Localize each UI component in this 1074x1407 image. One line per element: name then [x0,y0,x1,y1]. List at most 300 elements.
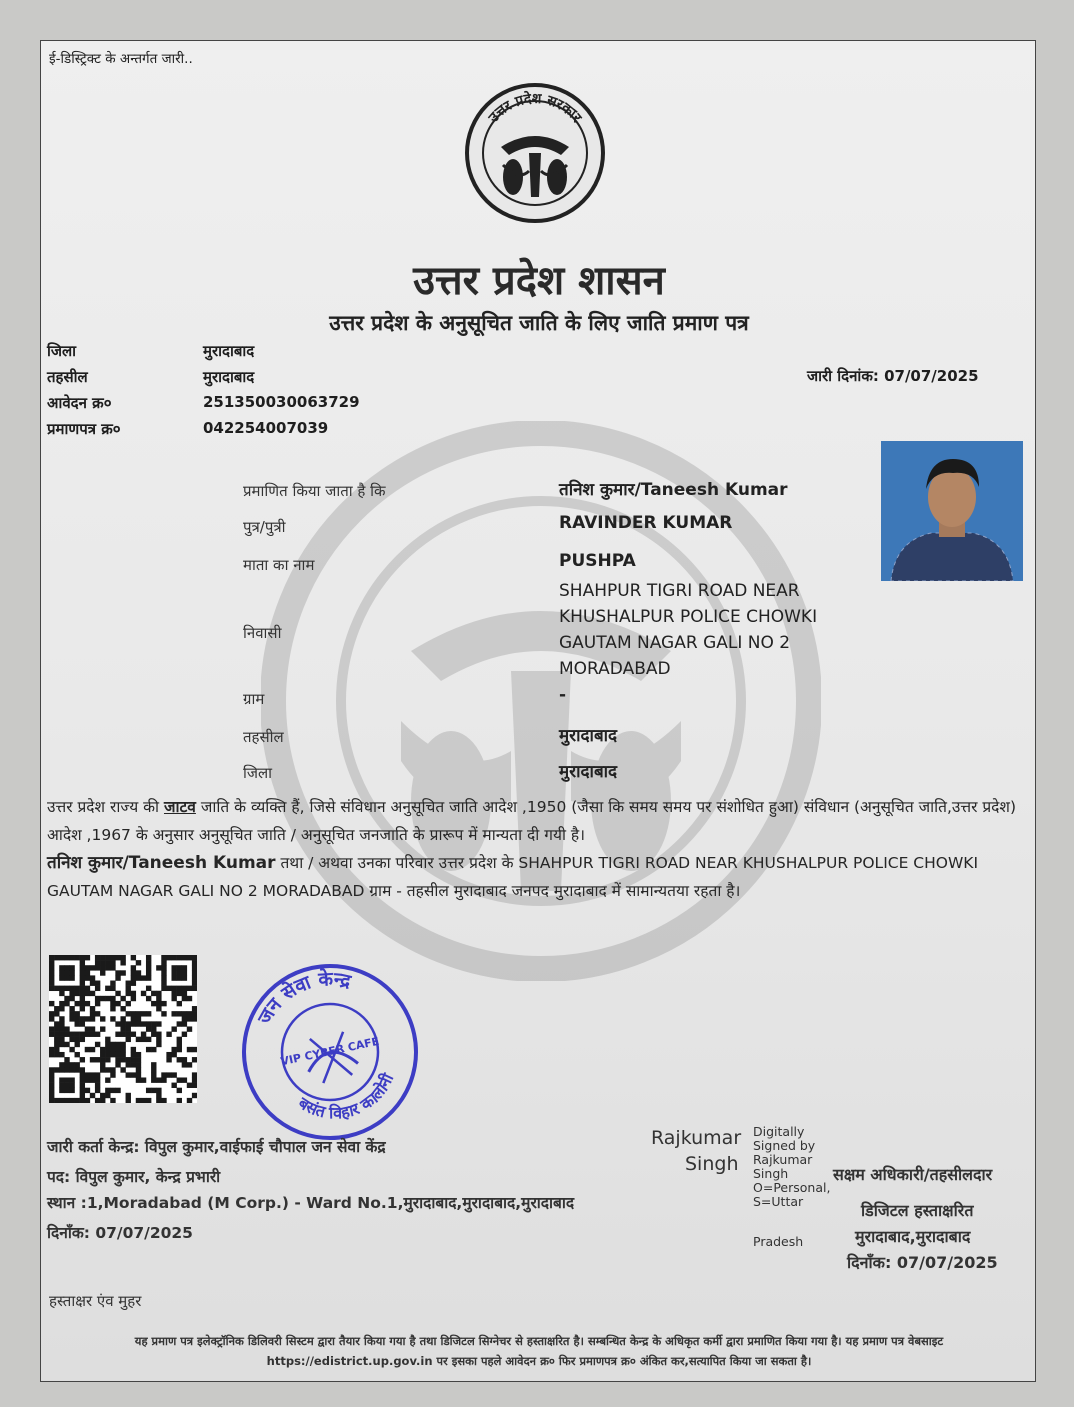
qr-module [80,970,85,975]
qr-module [49,1093,54,1098]
qr-module [59,955,64,960]
qr-module [177,955,182,960]
qr-module [151,1001,156,1006]
qr-module [64,1067,69,1072]
qr-module [80,1016,85,1021]
qr-module [151,991,156,996]
qr-module [110,996,115,1001]
qr-module [156,1037,161,1042]
qr-module [171,1052,176,1057]
qr-module [187,1011,192,1016]
qr-module [151,1026,156,1031]
qr-module [59,970,64,975]
qr-module [192,955,197,960]
qr-module [161,970,166,975]
qr-module [141,1011,146,1016]
statement-text: जाति के व्यक्ति हैं, जिसे संविधान अनुसूचित जाति आदेश ,1950 (जैसा कि समय समय पर संशोधित हुआ) संविधान (अनुसूचित जाति,उत्तर प्रदेश) आदेश ,1967 के अनुसार अनुसूचित जाति / अनुसूचित जनजाति के प्रारूप में मान्यता दी गयी है। [47,798,1017,844]
qr-module [192,1072,197,1077]
qr-module [171,965,176,970]
qr-module [141,1077,146,1082]
qr-module [192,1011,197,1016]
qr-module [156,1006,161,1011]
qr-module [105,1037,110,1042]
qr-module [85,1026,90,1031]
qr-module [192,986,197,991]
district-detail-value: मुरादाबाद [559,762,618,782]
qr-module [146,996,151,1001]
qr-module [141,1098,146,1103]
qr-module [192,960,197,965]
qr-module [49,1067,54,1072]
qr-module [85,965,90,970]
qr-module [64,970,69,975]
tehsil-detail-value: मुरादाबाद [559,726,618,746]
qr-module [105,960,110,965]
qr-module [64,986,69,991]
qr-module [126,981,131,986]
district-label: जिला [47,342,77,360]
verification-footer-note: यह प्रमाण पत्र इलेक्ट्रॉनिक डिलिवरी सिस्टम द्वारा तैयार किया गया है तथा डिजिटल सिग्नेचर से हस्ताक्षरित है। सम्बन्धित केन्द्र के अधिकृत कर्मी द्वारा प्रमाणित किया गया है। यह प्रमाण पत्र वेबसाइट https://edistrict.up.gov.in पर इसका पहले आवेदन क्र० फिर प्रमाणपत्र क्र० अंकित कर,सत्यापित किया जा सकता है। [134,1334,944,1368]
qr-module [85,975,90,980]
qr-module [156,1098,161,1103]
qr-module [156,1042,161,1047]
qr-module [192,965,197,970]
qr-module [110,1067,115,1072]
qr-module [95,1083,100,1088]
qr-module [110,1088,115,1093]
application-label: आवेदन क्र० [47,394,112,412]
qr-module [156,965,161,970]
qr-module [171,1047,176,1052]
issuer-post: पद: विपुल कुमार, केन्द्र प्रभारी [47,1168,221,1186]
digital-signature-line: Signed by [753,1138,816,1153]
qr-module [100,955,105,960]
certificate-page [40,40,1036,1382]
qr-module [131,1057,136,1062]
qr-module [54,1026,59,1031]
qr-module [75,1098,80,1103]
qr-module [54,1098,59,1103]
qr-module [151,1077,156,1082]
qr-module [161,1098,166,1103]
qr-module [177,986,182,991]
qr-module [187,955,192,960]
page-title: उत्तर प्रदेश शासन [413,257,665,304]
qr-module [100,1093,105,1098]
qr-module [120,996,125,1001]
village-label: ग्राम [243,690,265,708]
qr-module [100,996,105,1001]
qr-module [49,1011,54,1016]
qr-module [105,1047,110,1052]
qr-module [182,965,187,970]
qr-module [171,1083,176,1088]
qr-module [54,1047,59,1052]
qr-module [161,955,166,960]
qr-module [90,991,95,996]
qr-module [54,1006,59,1011]
qr-module [80,955,85,960]
statement-residence: तथा / अथवा उनका परिवार उत्तर प्रदेश के SHAHPUR TIGRI ROAD NEAR KHUSHALPUR POLICE CHOWKI GAUTAM NAGAR GALI NO 2 MORADABAD ग्राम - तहसील मुरादाबाद जनपद मुरादाबाद में सामान्यतया रहता है। [47,854,979,900]
qr-module [187,1047,192,1052]
qr-module [177,1021,182,1026]
qr-module [75,1016,80,1021]
qr-module [131,1021,136,1026]
qr-module [80,981,85,986]
qr-module [136,1016,141,1021]
qr-module [75,991,80,996]
qr-module [151,1047,156,1052]
qr-module [75,1062,80,1067]
qr-module [59,965,64,970]
qr-module [95,1088,100,1093]
qr-module [115,1057,120,1062]
qr-module [136,960,141,965]
qr-module [64,1088,69,1093]
qr-module [131,996,136,1001]
qr-module [187,1062,192,1067]
qr-module [105,1052,110,1057]
qr-module [126,1093,131,1098]
qr-module [146,970,151,975]
qr-module [166,986,171,991]
qr-module [64,1077,69,1082]
officer-place: मुरादाबाद,मुरादाबाद [855,1227,971,1246]
svg-text:बसंत विहार कालोनी [290,1067,404,1132]
issue-date-label: जारी दिनांक: [807,367,879,385]
qr-module [100,960,105,965]
qr-module [59,1098,64,1103]
stamp-inner-text: VIP CYBER CAFE [279,1034,381,1069]
digital-signature-line: Rajkumar [753,1152,813,1167]
qr-module [115,1052,120,1057]
qr-module [115,991,120,996]
qr-module [126,986,131,991]
address-line: GAUTAM NAGAR GALI NO 2 [559,633,791,653]
qr-module [120,1016,125,1021]
qr-module [131,1016,136,1021]
qr-module [54,1037,59,1042]
qr-module [64,1042,69,1047]
qr-module [146,1026,151,1031]
qr-module [59,1067,64,1072]
qr-module [54,1067,59,1072]
qr-module [69,991,74,996]
qr-module [59,1052,64,1057]
qr-module [182,970,187,975]
issue-date-value: 07/07/2025 [884,367,979,385]
qr-module [192,975,197,980]
qr-module [59,1021,64,1026]
qr-module [64,1098,69,1103]
certified-name: तनिश कुमार/Taneesh Kumar [559,480,788,500]
application-number: 251350030063729 [203,393,360,411]
qr-module [141,991,146,996]
qr-module [59,1006,64,1011]
resident-address [559,578,879,682]
mother-label: माता का नाम [243,556,315,574]
qr-code-icon [49,955,197,1103]
qr-module [69,1077,74,1082]
digital-signature-line: O=Personal, [753,1180,831,1195]
qr-module [161,986,166,991]
qr-module [80,1088,85,1093]
qr-module [59,1088,64,1093]
tehsil-detail-label: तहसील [243,728,284,746]
qr-module [110,1016,115,1021]
village-value: - [559,685,567,705]
qr-module [120,970,125,975]
father-name: RAVINDER KUMAR [559,513,733,533]
qr-module [90,1072,95,1077]
qr-module [85,1001,90,1006]
qr-module [136,1052,141,1057]
qr-module [59,1083,64,1088]
qr-module [80,975,85,980]
stamp-bottom-text: बसंत विहार कालोनी [294,1070,398,1123]
qr-module [192,1057,197,1062]
qr-module [126,1098,131,1103]
qr-module [177,1098,182,1103]
qr-module [136,1037,141,1042]
qr-module [120,1057,125,1062]
qr-module [90,1016,95,1021]
qr-module [131,975,136,980]
qr-module [171,1026,176,1031]
stamp-outer-text: जन सेवा केन्द्र [253,968,353,1028]
qr-module [151,1067,156,1072]
qr-module [110,955,115,960]
certificate-number: 042254007039 [203,419,329,437]
qr-module [69,1016,74,1021]
qr-module [69,975,74,980]
qr-module [146,960,151,965]
qr-module [49,1047,54,1052]
qr-module [131,991,136,996]
qr-module [49,1077,54,1082]
qr-module [131,1032,136,1037]
qr-module [54,1011,59,1016]
qr-module [59,975,64,980]
qr-module [151,1062,156,1067]
qr-module [182,1062,187,1067]
qr-module [161,1072,166,1077]
qr-module [182,1077,187,1082]
qr-module [192,1006,197,1011]
qr-module [90,1026,95,1031]
qr-module [80,1077,85,1082]
qr-module [90,981,95,986]
qr-module [90,975,95,980]
qr-module [166,1032,171,1037]
qr-module [110,1001,115,1006]
qr-module [54,1032,59,1037]
qr-module [126,1037,131,1042]
qr-module [100,1062,105,1067]
qr-module [156,1093,161,1098]
qr-module [69,996,74,1001]
address-line: SHAHPUR TIGRI ROAD NEAR [559,581,800,601]
qr-module [69,986,74,991]
up-government-emblem-icon [463,81,607,225]
qr-module [54,1021,59,1026]
qr-module [54,986,59,991]
qr-module [177,1047,182,1052]
qr-module [136,970,141,975]
qr-module [80,1072,85,1077]
qr-module [49,955,54,960]
qr-module [69,1083,74,1088]
qr-module [182,1011,187,1016]
qr-module [136,1021,141,1026]
caste-name: जाटव [163,798,196,816]
qr-module [90,1093,95,1098]
qr-module [59,1026,64,1031]
qr-module [120,1042,125,1047]
qr-module [85,955,90,960]
qr-module [90,1032,95,1037]
qr-module [126,1062,131,1067]
qr-module [192,981,197,986]
e-district-note: ई-डिस्ट्रिक्ट के अन्तर्गत जारी.. [49,51,193,67]
qr-module [95,1072,100,1077]
qr-module [131,1052,136,1057]
qr-module [171,955,176,960]
qr-module [171,1072,176,1077]
certificate-statement [47,793,1027,905]
qr-module [80,1098,85,1103]
qr-module [80,1001,85,1006]
qr-module [49,1098,54,1103]
qr-module [95,981,100,986]
qr-module [80,965,85,970]
qr-module [131,1047,136,1052]
qr-module [131,970,136,975]
resident-label: निवासी [243,624,282,642]
qr-module [49,1032,54,1037]
qr-module [80,1067,85,1072]
qr-module [110,965,115,970]
qr-module [95,1077,100,1082]
issuing-center: जारी कर्ता केन्द्र: विपुल कुमार,वाईफाई चौपाल जन सेवा केंद्र [47,1138,386,1156]
verification-qr-code[interactable] [49,955,197,1103]
certified-label: प्रमाणित किया जाता है कि [243,482,386,500]
qr-module [177,1077,182,1082]
qr-module [115,975,120,980]
qr-module [141,975,146,980]
qr-module [54,955,59,960]
qr-module [141,1032,146,1037]
qr-module [136,1077,141,1082]
qr-module [105,955,110,960]
qr-module [120,960,125,965]
qr-module [49,1001,54,1006]
statement-text: उत्तर प्रदेश राज्य की [47,798,164,816]
qr-module [120,955,125,960]
digital-signature-line: Singh [753,1166,789,1181]
qr-module [161,965,166,970]
qr-module [80,1032,85,1037]
qr-module [64,975,69,980]
qr-module [131,955,136,960]
qr-module [49,965,54,970]
qr-module [95,960,100,965]
qr-module [192,1077,197,1082]
qr-module [192,1093,197,1098]
qr-module [75,1032,80,1037]
qr-module [85,970,90,975]
qr-module [166,955,171,960]
qr-module [187,1016,192,1021]
qr-module [146,965,151,970]
qr-module [69,965,74,970]
qr-module [120,1026,125,1031]
qr-module [120,1067,125,1072]
qr-module [90,1077,95,1082]
qr-module [126,1057,131,1062]
qr-module [95,1011,100,1016]
qr-module [126,1072,131,1077]
qr-module [75,986,80,991]
officer-digital-signed: डिजिटल हस्ताक्षरित [861,1201,974,1220]
qr-module [126,1011,131,1016]
qr-module [95,1098,100,1103]
issuer-date: दिनाँक: 07/07/2025 [47,1224,193,1242]
qr-module [100,1047,105,1052]
qr-module [69,1011,74,1016]
qr-module [49,986,54,991]
qr-module [192,970,197,975]
qr-module [69,1006,74,1011]
qr-module [166,1057,171,1062]
qr-module [120,1052,125,1057]
qr-module [49,1072,54,1077]
emblem-text: उत्तर प्रदेश सरकार [485,90,585,126]
qr-module [49,1052,54,1057]
qr-module [90,965,95,970]
qr-module [100,1052,105,1057]
qr-module [156,996,161,1001]
qr-module [64,1083,69,1088]
qr-module [80,1093,85,1098]
qr-module [151,1072,156,1077]
district-value: मुरादाबाद [203,342,255,360]
qr-module [187,986,192,991]
mother-name: PUSHPA [559,551,636,571]
qr-module [95,965,100,970]
qr-module [105,996,110,1001]
qr-module [177,1001,182,1006]
qr-module [115,955,120,960]
officer-date: दिनाँक: 07/07/2025 [847,1253,998,1272]
certificate-subtitle: उत्तर प्रदेश के अनुसूचित जाति के लिए जाति प्रमाण पत्र [329,310,749,335]
qr-module [80,1021,85,1026]
qr-module [151,1088,156,1093]
qr-module [171,991,176,996]
qr-module [75,1067,80,1072]
qr-module [110,1006,115,1011]
qr-module [115,970,120,975]
jan-seva-kendra-stamp [235,957,425,1147]
qr-module [110,960,115,965]
qr-module [85,1072,90,1077]
qr-module [136,1072,141,1077]
person-photo-icon [881,441,1023,581]
qr-module [64,1062,69,1067]
qr-module [136,1062,141,1067]
qr-module [131,981,136,986]
qr-module [64,1001,69,1006]
